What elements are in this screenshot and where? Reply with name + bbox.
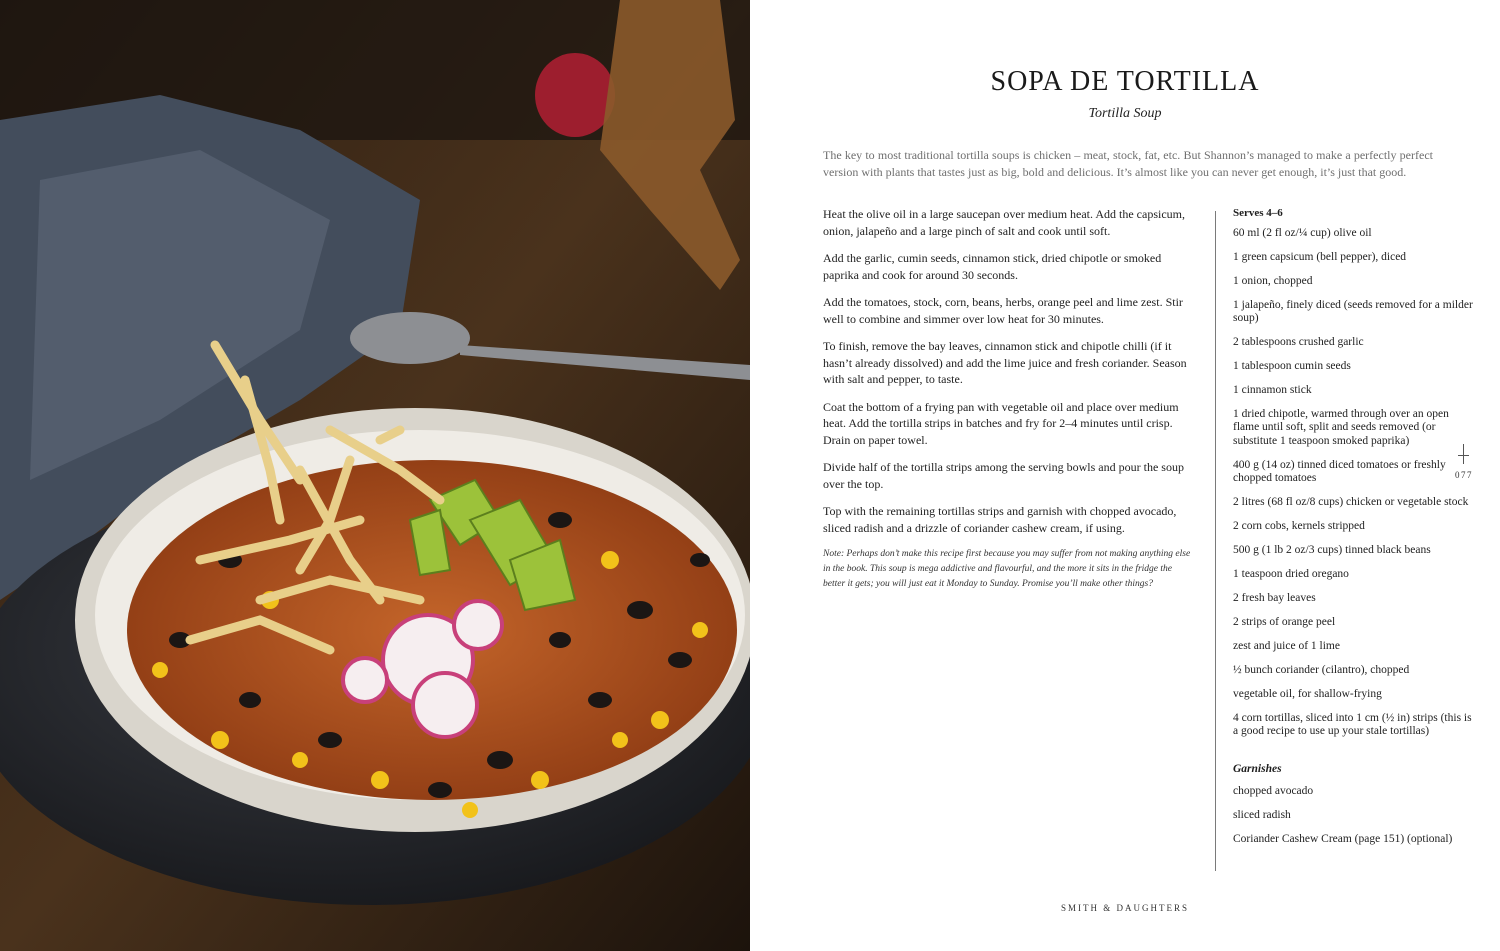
page-folio [1450,444,1478,480]
garnish-list [1233,785,1473,846]
ingredient-item: 1 cinnamon stick [1233,384,1312,397]
recipe-note: Note: Perhaps don’t make this recipe first because you may suffer from not making anything else in the book. This soup is mega addictive and flavourful, and the more it sits in the fridge the better it gets; you will just eat it Monday to Sunday. Promise you’ll make other things? [823,549,1191,589]
ingredient-item: 60 ml (2 fl oz/¼ cup) olive oil [1233,227,1372,239]
recipe-title: SOPA DE TORTILLA [990,66,1260,97]
method-column [823,206,1195,603]
method-step: Divide half of the tortilla strips among the serving bowls and pour the soup over the top. [823,460,1184,491]
ingredient-item: 500 g (1 lb 2 oz/3 cups) tinned black beans [1233,543,1431,556]
ingredient-item: 2 strips of orange peel [1233,615,1336,628]
serves-label: Serves 4–6 [1233,207,1283,219]
column-divider [1215,211,1216,871]
folio-cross-icon [1450,444,1478,464]
ingredient-item: 1 onion, chopped [1233,275,1313,287]
book-footer: SMITH & DAUGHTERS [1060,903,1189,913]
method-step: To finish, remove the bay leaves, cinnamon stick and chipotle chilli (if it hasn’t already dissolved) and add the lime juice and fresh coriander. Season with salt and pepper, to taste. [823,339,1187,386]
ingredient-item: 2 corn cobs, kernels stripped [1233,519,1365,532]
recipe-subtitle: Tortilla Soup [1088,106,1162,121]
ingredient-item: 1 tablespoon cumin seeds [1233,360,1351,373]
recipe-intro: The key to most traditional tortilla soups is chicken – meat, stock, fat, etc. But Shannon’s managed to make a perfectly perfect version with plants that tastes just as big, bold and delicious. It’s almost like you can never get enough, it’s just that good. [823,148,1433,179]
recipe-page [750,0,1500,951]
garnishes-heading: Garnishes [1233,763,1282,776]
method-step: Coat the bottom of a frying pan with vegetable oil and place over medium heat. Add the tortilla strips in batches and fry for 2–4 minutes until crisp. Drain on paper towel. [823,399,1179,447]
method-step: Heat the olive oil in a large saucepan over medium heat. Add the capsicum, onion, jalapeño and a large pinch of salt and cook until soft. [823,207,1185,238]
ingredient-item: 2 fresh bay leaves [1233,591,1316,604]
ingredient-item: 2 tablespoons crushed garlic [1233,336,1364,349]
ingredients-column [1233,207,1473,857]
ingredient-item: 2 litres (68 fl oz/8 cups) chicken or vegetable stock [1233,495,1469,508]
ingredient-item: vegetable oil, for shallow-frying [1233,687,1382,700]
garnish-item: Coriander Cashew Cream (page 151) (optional) [1233,833,1453,846]
ingredient-list [1233,227,1473,738]
page-number: 077 [1455,470,1473,480]
ingredient-item: zest and juice of 1 lime [1233,639,1340,652]
method-step: Add the garlic, cumin seeds, cinnamon stick, dried chipotle or smoked paprika and cook for around 30 seconds. [823,251,1162,282]
method-step: Top with the remaining tortillas strips and garnish with chopped avocado, sliced radish and a drizzle of coriander cashew cream, if using. [823,504,1177,535]
ingredient-item: 1 green capsicum (bell pepper), diced [1233,251,1407,263]
ingredient-item: 400 g (14 oz) tinned diced tomatoes or freshly chopped tomatoes [1233,458,1446,484]
method-step: Add the tomatoes, stock, corn, beans, herbs, orange peel and lime zest. Stir well to combine and simmer over low heat for 30 minutes. [823,295,1183,326]
ingredient-item: ½ bunch coriander (cilantro), chopped [1233,663,1410,676]
ingredient-item: 1 teaspoon dried oregano [1233,567,1349,580]
garnish-item: sliced radish [1233,809,1291,822]
ingredient-item: 1 jalapeño, finely diced (seeds removed for a milder soup) [1233,299,1473,325]
ingredient-item: 1 dried chipotle, warmed through over an open flame until soft, split and seeds removed (or substitute 1 teaspoon smoked paprika) [1233,408,1449,447]
garnish-item: chopped avocado [1233,785,1314,798]
ingredient-item: 4 corn tortillas, sliced into 1 cm (½ in) strips (this is a good recipe to use up your stale tortillas) [1233,711,1472,738]
